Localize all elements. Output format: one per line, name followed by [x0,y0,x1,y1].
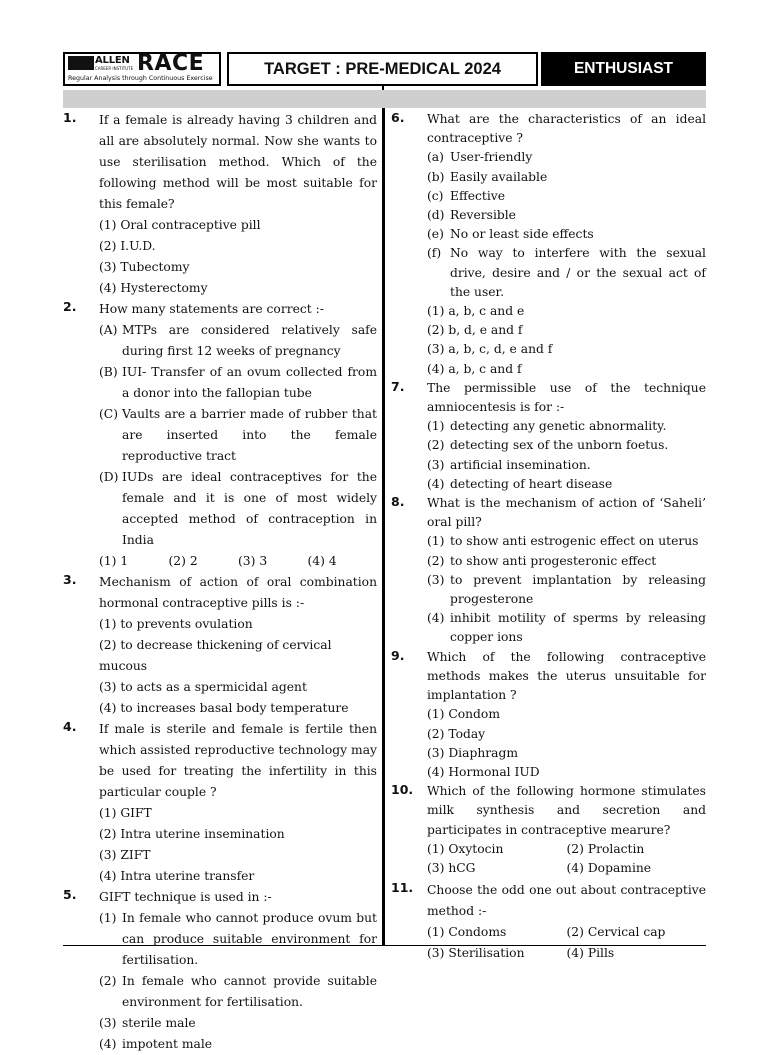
question-number: 11. [391,880,414,896]
question-number: 5. [63,887,77,902]
option[interactable]: (1) Condoms [427,925,507,940]
option[interactable]: (4) Hormonal IUD [427,764,540,779]
question-10 [391,782,706,878]
left-column [63,110,377,1055]
statement: (D) IUDs are ideal contraceptives for the female and it is one of most widely accepted method of contraception in India [99,470,377,547]
option[interactable]: (4) Intra uterine transfer [99,869,255,883]
question-stem: What is the mechanism of action of ‘Saheli’ oral pill? [427,496,706,530]
allen-logo-icon [68,56,94,70]
logo-tagline: Regular Analysis through Continuous Exercise [68,75,213,82]
option[interactable]: (2) Cervical cap [566,925,666,940]
option[interactable]: (1) detecting any genetic abnormality. [427,419,667,434]
question-stem: Mechanism of action of oral combination hormonal contraceptive pills is :- [99,575,377,610]
question-3 [63,572,377,719]
question-number: 2. [63,299,77,314]
question-6 [391,110,706,379]
option[interactable]: (4) Dopamine [566,860,652,875]
option[interactable]: (3) to acts as a spermicidal agent [99,680,307,694]
option[interactable]: (4) to increases basal body temperature [99,701,349,715]
option[interactable]: (3) Tubectomy [99,260,190,274]
question-number: 6. [391,110,405,125]
option[interactable]: (3) Diaphragm [427,745,518,760]
statement: (a) User-friendly [427,150,533,165]
option[interactable]: (4) 4 [307,554,337,568]
question-1 [63,110,377,299]
question-11 [391,880,706,964]
question-stem: Choose the odd one out about contraceptive method :- [427,883,706,919]
race-logo [63,52,221,86]
logo-brand: ALLEN [95,55,130,66]
option[interactable]: (2) to show anti progesteronic effect [427,553,657,568]
option[interactable]: (3) to prevent implantation by releasing progesterone [427,572,706,607]
option[interactable]: (1) a, b, c and e [427,304,525,319]
option[interactable]: (1) Oral contraceptive pill [99,218,261,232]
option[interactable]: (3) ZIFT [99,848,151,862]
statement: (f) No way to interfere with the sexual drive, desire and / or the sexual act of the user. [427,246,706,299]
option[interactable]: (2) Prolactin [566,841,645,856]
option[interactable]: (2) Intra uterine insemination [99,827,285,841]
question-4 [63,719,377,887]
question-stem: If male is sterile and female is fertile then which assisted reproductive technology may be used for treating the infertility in this particular couple ? [99,722,377,799]
option[interactable]: (3) Sterilisation [427,946,525,961]
question-number: 8. [391,494,405,510]
option[interactable]: (3) a, b, c, d, e and f [427,342,553,357]
statement: (e) No or least side effects [427,227,594,242]
option[interactable]: (2) 2 [168,554,198,568]
option[interactable]: (2) Today [427,726,486,741]
statement: (c) Effective [427,188,505,203]
option[interactable]: (4) inhibit motility of sperms by releasing copper ions [427,611,706,645]
column-divider [382,108,385,946]
question-number: 7. [391,378,405,394]
option[interactable]: (1) 1 [99,554,129,568]
question-stem: Which of the following hormone stimulates milk synthesis and secretion and participates in contraceptive mearure? [427,784,706,837]
question-2 [63,299,377,572]
option[interactable]: (1) Oxytocin [427,841,504,856]
logo-brand-sub: CAREER INSTITUTE [95,66,134,71]
option[interactable]: (4) Pills [566,946,615,961]
question-5 [63,887,377,1055]
header-band [63,90,706,108]
option[interactable]: (2) b, d, e and f [427,323,523,338]
question-stem: If a female is already having 3 children and all are absolutely normal. Now she wants to use sterilisation method. Which of the following method will be most suitable for this female? [99,113,377,211]
divider-tick [382,86,384,90]
question-9 [391,648,706,782]
option[interactable]: (2) to decrease thickening of cervical mucous [99,638,332,673]
question-number: 1. [63,110,77,125]
option[interactable]: (1) In female who cannot produce ovum but can produce suitable environment for fertilisation. [99,911,377,967]
question-number: 4. [63,719,77,734]
options-grid [427,922,706,964]
question-stem: The permissible use of the technique amniocentesis is for :- [427,380,706,415]
option[interactable]: (1) Condom [427,707,500,722]
question-stem: GIFT technique is used in :- [99,890,272,904]
option[interactable]: (2) In female who cannot provide suitable environment for fertilisation. [99,974,377,1009]
course-badge: ENTHUSIAST [541,52,706,86]
option[interactable]: (4) a, b, c and f [427,361,522,376]
statement: (C) Vaults are a barrier made of rubber that are inserted into the female reproductive tract [99,407,377,463]
right-column [391,110,706,964]
question-number: 10. [391,782,414,798]
option[interactable]: (2) I.U.D. [99,239,156,253]
option[interactable]: (4) Hysterectomy [99,281,208,295]
statement: (b) Easily available [427,169,548,184]
question-stem: How many statements are correct :- [99,302,324,316]
question-number: 3. [63,572,77,587]
options-row [99,551,377,572]
option[interactable]: (3) sterile male [99,1016,196,1030]
option[interactable]: (4) detecting of heart disease [427,476,613,491]
target-title: TARGET : PRE-MEDICAL 2024 [227,52,538,86]
options-grid [427,840,706,878]
statement: (B) IUI- Transfer of an ovum collected from a donor into the fallopian tube [99,365,377,400]
option[interactable]: (3) hCG [427,860,476,875]
option[interactable]: (3) artificial insemination. [427,457,591,472]
statement: (A) MTPs are considered relatively safe during first 12 weeks of pregnancy [99,323,377,358]
option[interactable]: (3) 3 [238,554,268,568]
question-stem: Which of the following contraceptive methods makes the uterus unsuitable for implantation ? [427,649,706,703]
option[interactable]: (2) detecting sex of the unborn foetus. [427,438,669,453]
option[interactable]: (4) impotent male [99,1037,213,1051]
option[interactable]: (1) GIFT [99,806,152,820]
option[interactable]: (1) to prevents ovulation [99,617,253,631]
question-number: 9. [391,647,405,663]
logo-name: RACE [137,51,205,76]
question-stem: What are the characteristics of an ideal contraceptive ? [427,112,706,146]
question-8 [391,494,706,648]
option[interactable]: (1) to show anti estrogenic effect on uterus [427,534,699,549]
statement: (d) Reversible [427,208,516,223]
question-7 [391,379,706,494]
